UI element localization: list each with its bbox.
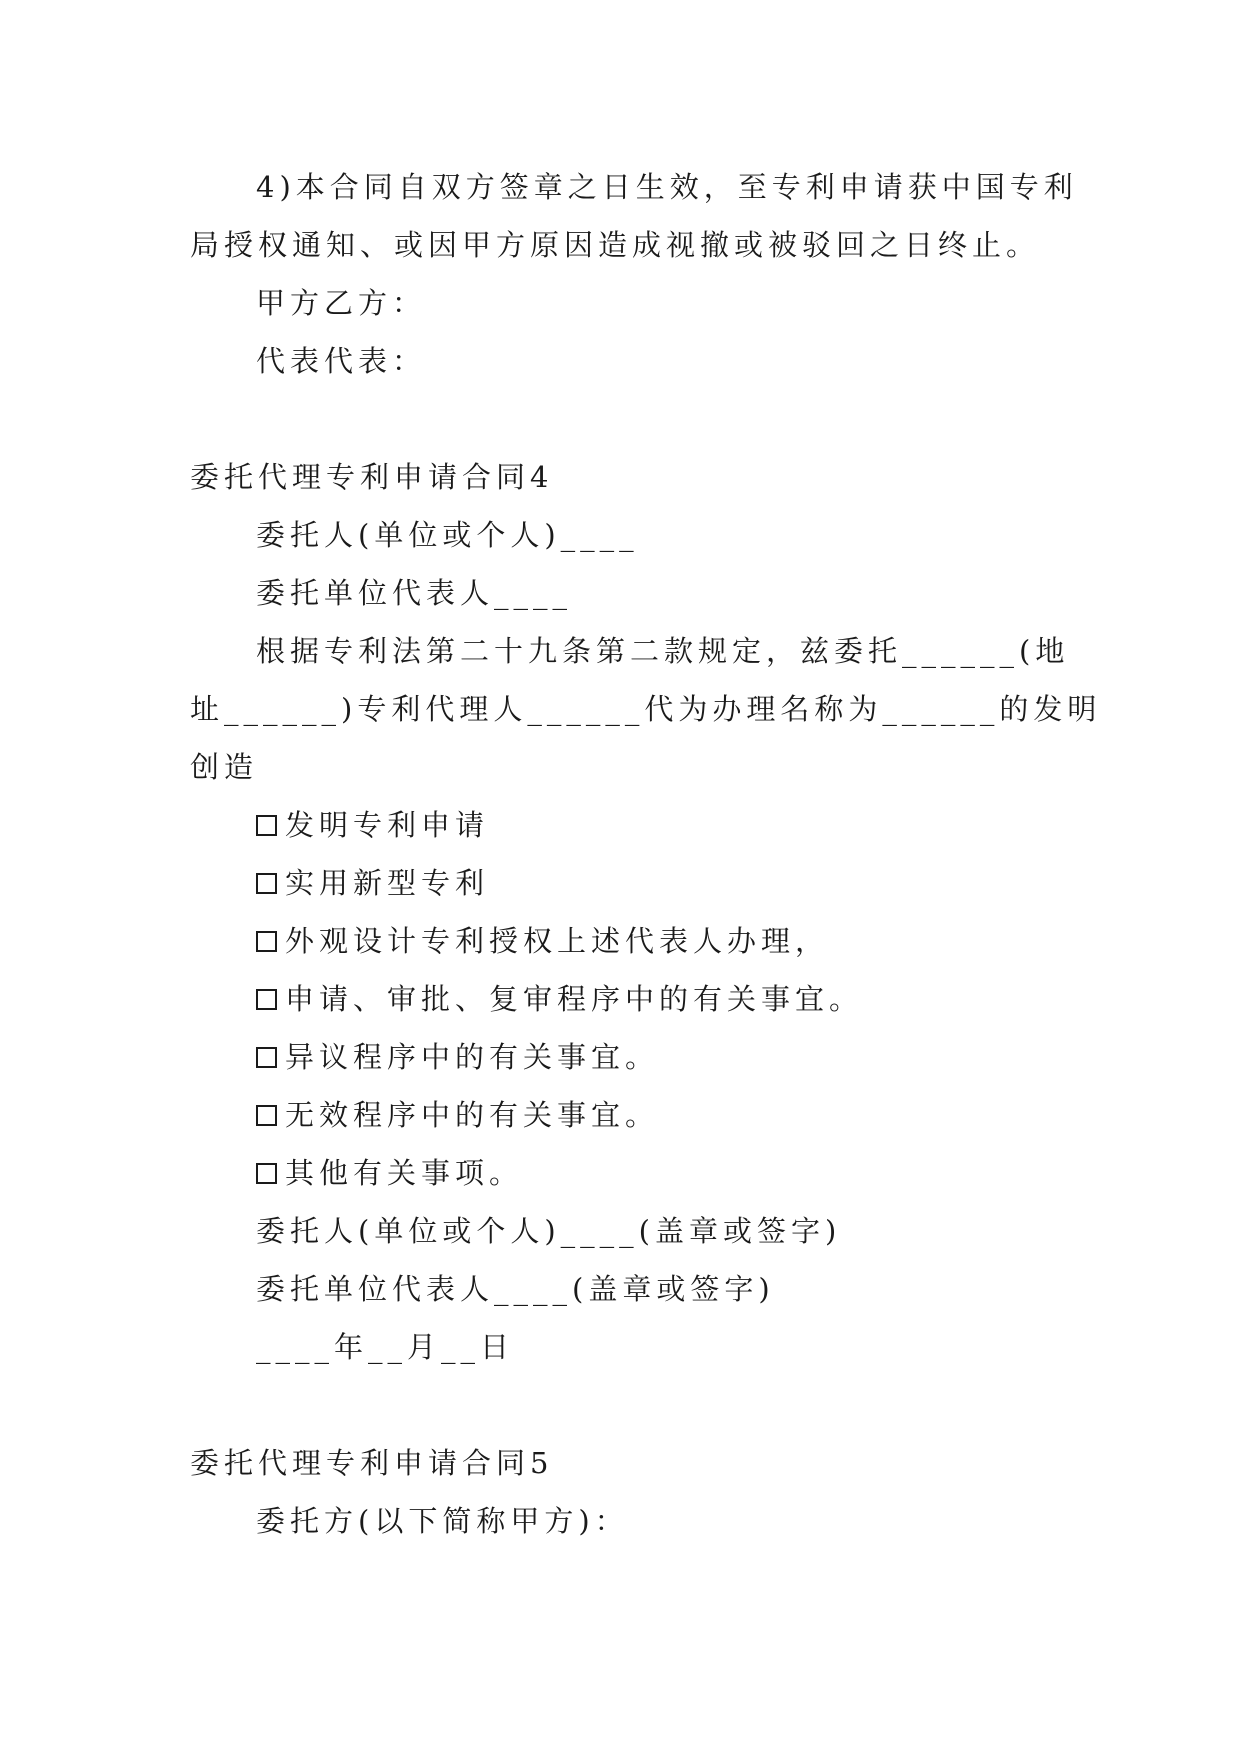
checkbox-label: 申请、审批、复审程序中的有关事宜。 [285,982,864,1016]
checkbox-label: 发明专利申请 [285,808,490,842]
contract-4 [190,448,1102,1376]
checkbox-icon[interactable] [256,989,277,1010]
client-rep-line: 委托单位代表人____ [256,576,573,610]
checkbox-item[interactable] [190,912,1052,970]
checkbox-item[interactable] [190,970,1052,1028]
checkbox-icon[interactable] [256,931,277,952]
checkbox-label: 无效程序中的有关事宜。 [285,1098,660,1132]
clause-4-line-2: 局授权通知、或因甲方原因造成视撤或被驳回之日终止。 [190,228,1041,262]
contract-5 [190,1434,1052,1550]
basis-line-3: 创造 [190,750,259,784]
section-gap [190,390,1052,448]
date-line: ____年__月__日 [256,1330,515,1364]
section-gap [190,1376,1052,1434]
client-signature-line: 委托人(单位或个人)____(盖章或签字) [256,1214,842,1248]
parties-line: 甲方乙方： [256,286,427,320]
representatives-line: 代表代表： [256,344,427,378]
checkbox-item[interactable] [190,1028,1052,1086]
clause-4-line-1: 4)本合同自双方签章之日生效，至专利申请获中国专利 [256,170,1078,204]
checkbox-label: 其他有关事项。 [285,1156,524,1190]
contract-4-title: 委托代理专利申请合同4 [190,460,554,494]
client-party-line: 委托方(以下简称甲方)： [256,1504,629,1538]
basis-line-1: 根据专利法第二十九条第二款规定，兹委托______(地 [256,634,1070,668]
client-rep-signature-line: 委托单位代表人____(盖章或签字) [256,1272,775,1306]
contract-5-title: 委托代理专利申请合同5 [190,1446,554,1480]
checkbox-icon[interactable] [256,873,277,894]
checkbox-label: 异议程序中的有关事宜。 [285,1040,660,1074]
checkbox-item[interactable] [190,1086,1052,1144]
checkbox-icon[interactable] [256,1047,277,1068]
checkbox-label: 外观设计专利授权上述代表人办理， [285,924,830,958]
checkbox-item[interactable] [190,1144,1052,1202]
checkbox-icon[interactable] [256,1163,277,1184]
basis-line-2: 址______)专利代理人______代为办理名称为______的发明 [190,692,1102,726]
checkbox-item[interactable] [190,854,1052,912]
client-line: 委托人(单位或个人)____ [256,518,639,552]
checkbox-item[interactable] [190,796,1052,854]
checkbox-icon[interactable] [256,815,277,836]
checkbox-label: 实用新型专利 [285,866,490,900]
previous-contract-ending [190,158,1078,390]
checkbox-icon[interactable] [256,1105,277,1126]
document-page [190,158,1102,1550]
